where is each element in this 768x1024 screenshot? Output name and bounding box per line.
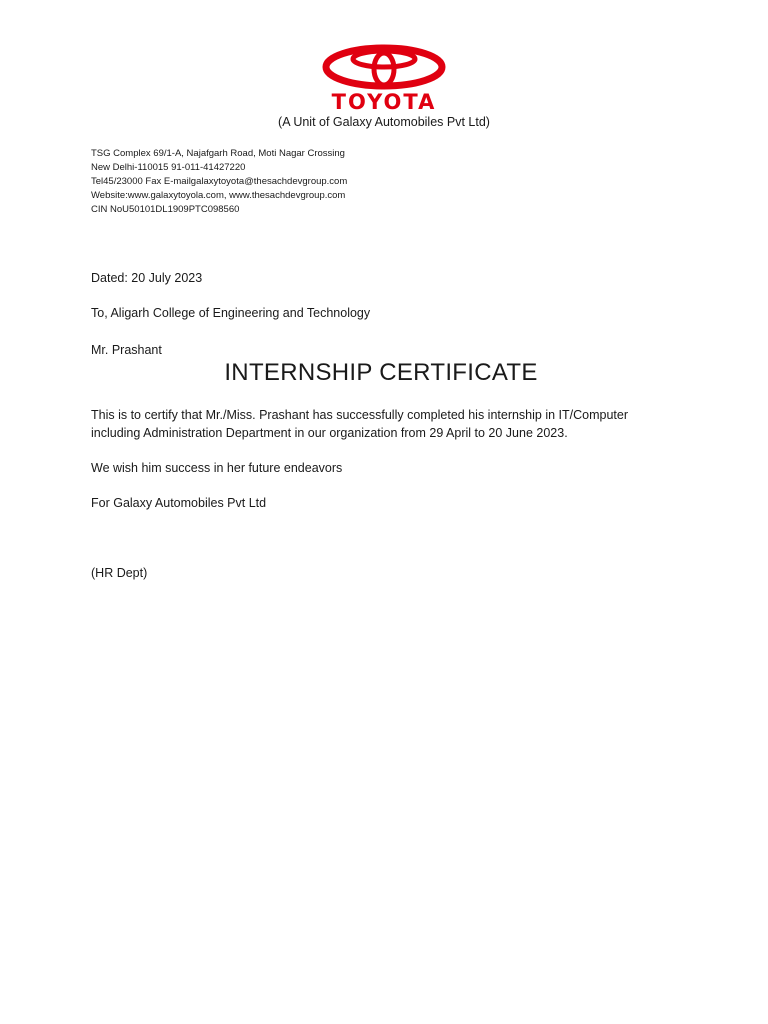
certificate-title: INTERNSHIP CERTIFICATE <box>224 359 538 386</box>
letter-signatory: (HR Dept) <box>91 566 148 580</box>
brand-wordmark: TOYOTA <box>331 90 437 114</box>
body-line: including Administration Department in our organization from 29 April to 20 June 2023. <box>91 426 568 440</box>
letter-wish: We wish him success in her future endeavors <box>91 461 343 475</box>
letter-addressee: Mr. Prashant <box>91 343 162 357</box>
letter-recipient: To, Aligarh College of Engineering and Technology <box>91 306 371 320</box>
company-subtitle: (A Unit of Galaxy Automobiles Pvt Ltd) <box>278 115 490 129</box>
letter-closing: For Galaxy Automobiles Pvt Ltd <box>91 496 267 510</box>
website-line: Website:www.galaxytoyola.com, www.thesachdevgroup.com <box>91 190 346 201</box>
contact-line: Tel45/23000 Fax E-mailgalaxytoyota@thesachdevgroup.com <box>91 176 348 187</box>
address-line: TSG Complex 69/1-A, Najafgarh Road, Moti Nagar Crossing <box>91 148 345 159</box>
company-address <box>91 147 347 217</box>
certificate-body <box>91 406 628 442</box>
toyota-emblem-icon <box>320 44 448 90</box>
cin-line: CIN NoU50101DL1909PTC098560 <box>91 204 240 215</box>
toyota-logo <box>0 44 768 90</box>
body-line: This is to certify that Mr./Miss. Prashant has successfully completed his internship in IT/Computer <box>91 408 629 422</box>
address-line: New Delhi-110015 91-011-41427220 <box>91 162 246 173</box>
letter-date: Dated: 20 July 2023 <box>91 271 203 285</box>
